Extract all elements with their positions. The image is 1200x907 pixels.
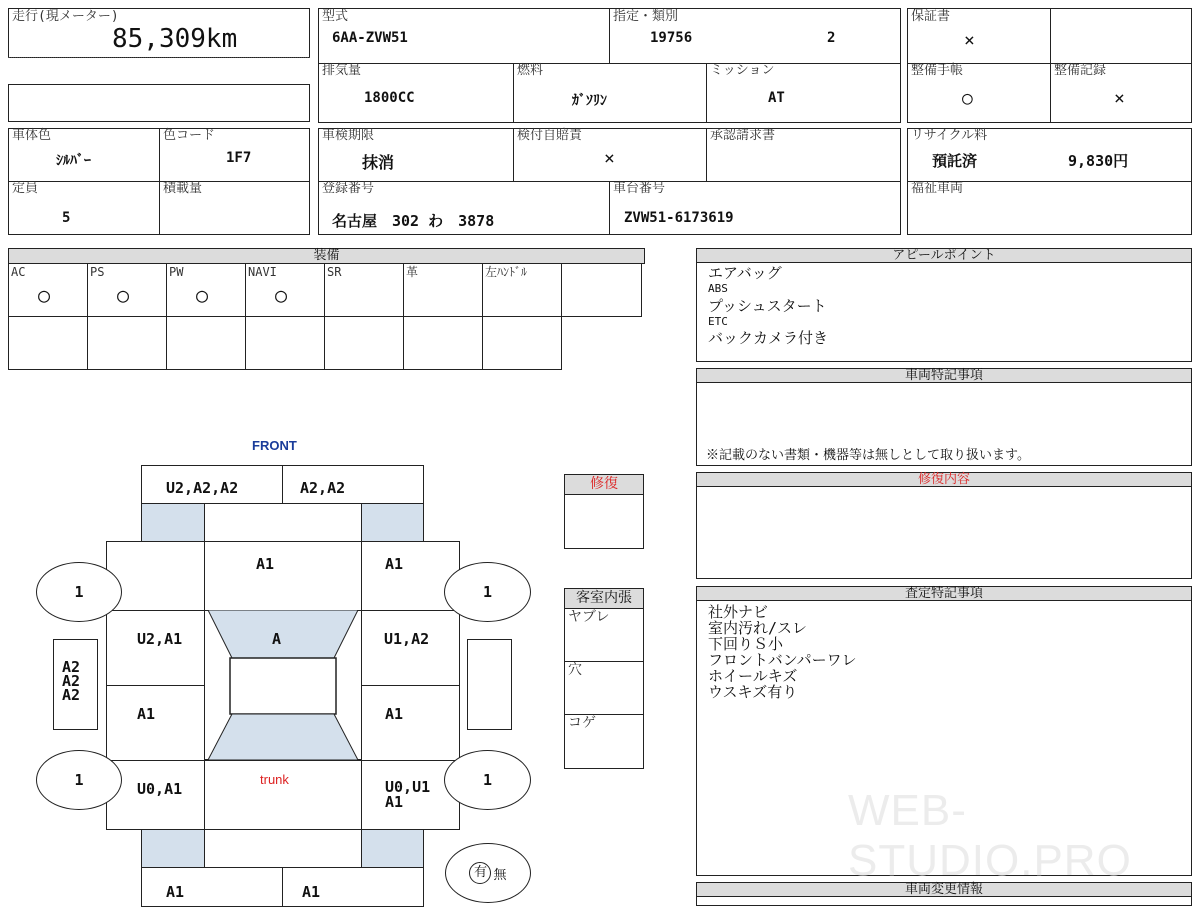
interior-item-tear: ヤブレ <box>568 609 610 625</box>
front-bumper-left-damage: U2,A2,A2 <box>166 479 239 497</box>
liability-insurance-value: × <box>604 148 615 169</box>
rear-right-door-damage: A1 <box>385 705 404 723</box>
front-left-door <box>106 610 205 686</box>
vehicle-notes-text: ※記載のない書類・機器等は無しとして取り扱います。 <box>706 448 1030 463</box>
maintenance-record-value: × <box>1114 88 1125 109</box>
equipment-value: ○ <box>196 283 209 307</box>
repair-details-box <box>696 486 1192 579</box>
interior-item-burn: コゲ <box>568 715 596 731</box>
equipment-label: 革 <box>406 265 419 279</box>
interior-item-hole: 穴 <box>568 662 582 678</box>
displacement-label: 排気量 <box>322 63 362 78</box>
cabin-glass-diagram <box>204 610 362 760</box>
warranty-empty-cell <box>1050 8 1192 64</box>
maintenance-book-label: 整備手帳 <box>911 63 964 78</box>
assessment-line: 下回りＳ小 <box>708 635 784 653</box>
rear-bumper-left <box>141 867 283 907</box>
wheel-front-right: 1 <box>444 562 531 622</box>
body-color-label: 車体色 <box>12 128 52 143</box>
chassis-number-label: 車台番号 <box>613 181 666 196</box>
appeal-line: プッシュスタート <box>708 297 827 315</box>
designation-value-1: 19756 <box>650 30 693 46</box>
equipment-empty-cell <box>87 316 167 370</box>
capacity-value: 5 <box>62 210 71 226</box>
equipment-empty-cell <box>166 316 246 370</box>
equipment-empty-cell <box>482 316 562 370</box>
rear-window <box>208 714 358 760</box>
equipment-label: AC <box>11 265 26 279</box>
equipment-label: NAVI <box>248 265 277 279</box>
equipment-empty-cell <box>245 316 325 370</box>
color-code-label: 色コード <box>163 128 216 143</box>
windshield <box>208 610 358 658</box>
designation-value-2: 2 <box>827 30 836 46</box>
left-mirror-damage-3: A2 <box>62 686 81 704</box>
assessment-line: ホイールキズ <box>708 667 798 685</box>
body-color-value: ｼﾙﾊﾞｰ <box>56 153 91 169</box>
recycle-fee-status: 預託済 <box>932 152 978 170</box>
front-pillar-right-frame <box>361 503 424 542</box>
rear-pillar-right-frame <box>361 829 424 868</box>
equipment-label: SR <box>327 265 342 279</box>
load-capacity-label: 積載量 <box>163 181 203 196</box>
transmission-label: ミッション <box>710 63 775 78</box>
watermark: WEB-STUDIO.PRO <box>848 786 1132 885</box>
appeal-line: ABS <box>708 282 728 295</box>
rear-right-fender-damage-1: U0,U1 <box>385 778 431 796</box>
appeal-line: バックカメラ付き <box>708 329 829 347</box>
repair-box-header: 修復 <box>564 474 644 495</box>
repair-box <box>564 494 644 549</box>
front-pillar-left-frame <box>141 503 205 542</box>
trunk-panel <box>204 760 362 830</box>
roof-damage: A <box>272 630 282 648</box>
warranty-value: × <box>964 30 975 51</box>
hood-panel <box>204 541 362 611</box>
assessment-line: フロントバンパーワレ <box>708 651 857 669</box>
fuel-label: 燃料 <box>517 63 544 78</box>
rear-right-fender-damage-2: A1 <box>385 793 404 811</box>
recycle-fee-label: リサイクル料 <box>911 128 988 143</box>
spare-ari-mark: 有 <box>469 862 491 884</box>
repair-details-header: 修復内容 <box>696 472 1192 487</box>
welfare-label: 福祉車両 <box>911 181 964 196</box>
registration-label: 登録番号 <box>322 181 375 196</box>
appeal-line: エアバッグ <box>708 264 782 282</box>
hood-damage: A1 <box>256 555 275 573</box>
equipment-empty-cell <box>8 316 88 370</box>
spare-tire-indicator <box>445 843 531 903</box>
front-left-fender <box>106 541 205 611</box>
model-label: 型式 <box>322 9 349 24</box>
model-value: 6AA-ZVW51 <box>332 30 408 46</box>
chassis-number-value: ZVW51-6173619 <box>624 210 734 226</box>
assessment-line: ウスキズ有り <box>708 683 798 701</box>
rear-bumper-right-damage: A1 <box>302 883 321 901</box>
rear-right-door <box>361 685 460 761</box>
mileage-empty-cell <box>8 84 310 122</box>
mileage-value: 85,309km <box>112 24 238 54</box>
recycle-fee-amount: 9,830円 <box>1068 152 1129 170</box>
front-left-door-damage: U2,A1 <box>137 630 183 648</box>
front-right-door <box>361 610 460 686</box>
color-code-value: 1F7 <box>226 150 252 166</box>
rear-pillar-left-frame <box>141 829 205 868</box>
equipment-label: 左ﾊﾝﾄﾞﾙ <box>485 265 528 279</box>
left-mirror-damage-2: A2 <box>62 672 81 690</box>
inspection-expiry-label: 車検期限 <box>322 128 375 143</box>
assessment-line: 社外ナビ <box>708 603 769 621</box>
left-mirror-damage-1: A2 <box>62 658 81 676</box>
rear-left-fender-damage: U0,A1 <box>137 780 183 798</box>
roof-glass <box>230 658 336 714</box>
equipment-empty-cell <box>324 316 404 370</box>
appeal-header: アピールポイント <box>696 248 1192 263</box>
vehicle-change-header: 車両変更情報 <box>696 882 1192 897</box>
fuel-value: ｶﾞｿﾘﾝ <box>572 93 607 109</box>
equipment-value: ○ <box>38 283 51 307</box>
transmission-value: AT <box>768 90 785 106</box>
equipment-value: ○ <box>117 283 130 307</box>
warranty-label: 保証書 <box>911 9 951 24</box>
vehicle-change-box <box>696 896 1192 906</box>
displacement-value: 1800CC <box>364 90 415 106</box>
right-mirror <box>467 639 512 730</box>
registration-value: 名古屋 302 わ 3878 <box>332 212 495 230</box>
approval-request-label: 承認請求書 <box>710 128 776 143</box>
appeal-line: ETC <box>708 315 728 328</box>
trunk-label: trunk <box>260 772 289 787</box>
rear-bumper-left-damage: A1 <box>166 883 185 901</box>
inspection-expiry-value: 抹消 <box>362 153 395 172</box>
rear-left-door <box>106 685 205 761</box>
spare-nashi-label: 無 <box>493 867 507 883</box>
mileage-divider <box>8 57 310 58</box>
front-right-door-damage: U1,A2 <box>384 630 430 648</box>
front-label: FRONT <box>252 438 297 453</box>
wheel-rear-left: 1 <box>36 750 122 810</box>
assessment-header: 査定特記事項 <box>696 586 1192 601</box>
equipment-value: ○ <box>275 283 288 307</box>
maintenance-book-value: ○ <box>962 88 973 109</box>
maintenance-record-label: 整備記録 <box>1054 63 1107 78</box>
equipment-label: PW <box>169 265 184 279</box>
front-right-fender-damage: A1 <box>385 555 404 573</box>
equipment-empty-cell <box>403 316 483 370</box>
equipment-cell <box>561 263 642 317</box>
vehicle-notes-header: 車両特記事項 <box>696 368 1192 383</box>
liability-insurance-label: 検付自賠責 <box>517 128 583 143</box>
wheel-rear-right: 1 <box>444 750 531 810</box>
equipment-header: 装備 <box>8 248 645 264</box>
front-bumper-right-damage: A2,A2 <box>300 479 346 497</box>
mileage-label: 走行(現メーター) <box>12 9 119 24</box>
wheel-front-left: 1 <box>36 562 122 622</box>
designation-label: 指定・類別 <box>613 9 679 24</box>
interior-header: 客室内張 <box>564 588 644 609</box>
equipment-label: PS <box>90 265 105 279</box>
capacity-label: 定員 <box>12 181 39 196</box>
assessment-line: 室内汚れ/スレ <box>708 619 808 637</box>
rear-left-door-damage: A1 <box>137 705 156 723</box>
